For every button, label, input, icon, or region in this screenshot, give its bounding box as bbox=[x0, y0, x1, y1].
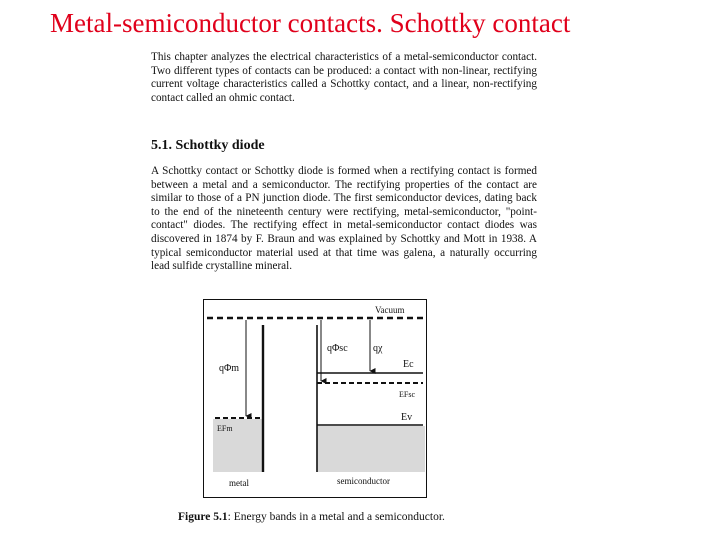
figure-caption bbox=[178, 511, 445, 523]
semiconductor-valence-region bbox=[317, 426, 425, 472]
ef-m-label: EFm bbox=[217, 424, 233, 433]
vacuum-label: Vacuum bbox=[375, 305, 405, 315]
q-phi-m-label: qΦm bbox=[219, 363, 240, 374]
section-heading: 5.1. Schottky diode bbox=[151, 138, 265, 153]
energy-band-diagram bbox=[203, 299, 427, 498]
metal-label: metal bbox=[229, 478, 249, 488]
semiconductor-label: semiconductor bbox=[337, 476, 390, 486]
energy-band-figure bbox=[203, 299, 427, 498]
body-paragraph: A Schottky contact or Schottky diode is formed when a rectifying contact is formed between a metal and a semiconductor. The rectifying properties of the contact are similar to those of a PN junction diode. The first semiconductor devices, dating back to the end of the nineteenth century were rectifying, metal-semiconductor, "point-contact" diodes. The rectifying effect in metal-semiconductor contact diodes was discovered in 1874 by F. Braun and was explained by Schottky and Mott in 1938. A typical semiconductor material used at that time was galena, a naturally occurring lead sulfide crystalline mineral. bbox=[151, 165, 537, 273]
slide-title: Metal-semiconductor contacts. Schottky contact bbox=[50, 8, 571, 38]
intro-paragraph: This chapter analyzes the electrical characteristics of a metal-semiconductor contact. Two different types of contacts can be produced: a contact with non-linear, rectifying current voltage characteristics called a Schottky contact, and a linear, non-rectifying contact called an ohmic contact. bbox=[151, 51, 537, 104]
ec-label: Ec bbox=[403, 359, 414, 370]
q-chi-label: qχ bbox=[373, 343, 383, 354]
ef-sc-label: EFsc bbox=[399, 390, 415, 399]
ev-label: Ev bbox=[401, 412, 413, 423]
caption-text: : Energy bands in a metal and a semiconductor. bbox=[227, 511, 445, 523]
caption-label: Figure 5.1 bbox=[178, 511, 228, 523]
q-phi-sc-label: qΦsc bbox=[327, 343, 348, 354]
